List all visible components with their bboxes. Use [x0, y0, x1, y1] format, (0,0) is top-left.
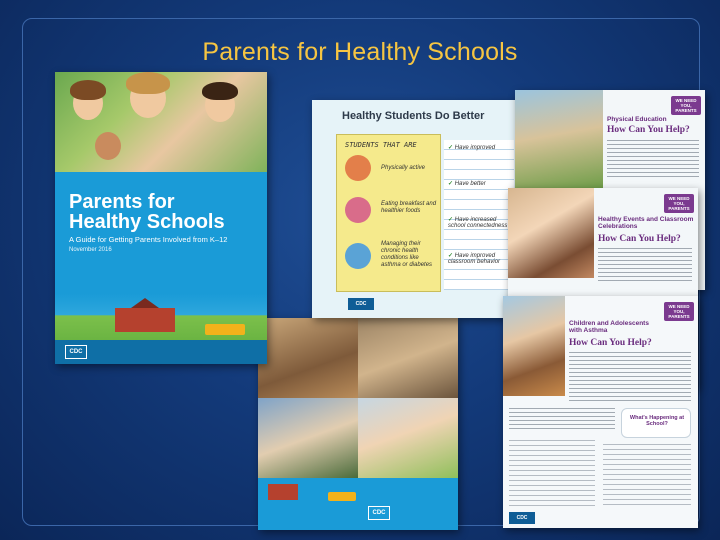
sheet-column-right [603, 444, 691, 506]
inhaler-kid-icon [345, 243, 371, 269]
cover-title-line2: Healthy Schools [69, 211, 225, 233]
panel-item: Managing their chronic health conditions like asthma or diabetes [381, 241, 433, 268]
cover-title [69, 192, 259, 232]
jump-rope-kid-icon [345, 155, 371, 181]
student-face [95, 132, 121, 160]
photo-student-inhaler [503, 296, 565, 396]
photo-playground [515, 90, 603, 190]
check-text: Have improved classroom behavior [448, 253, 501, 265]
guide-front-cover [55, 72, 267, 364]
sheet-heading: Physical Education [607, 116, 667, 123]
asthma-sheet [503, 296, 698, 528]
student-hair [126, 72, 170, 94]
sheet-subheading: How Can You Help? [598, 234, 681, 244]
photo-group-students [508, 188, 594, 278]
callout-title: What's Happening at School? [629, 415, 685, 427]
breakfast-kid-icon [345, 197, 371, 223]
photo-cafeteria [358, 398, 458, 478]
cdc-logo: CDC [348, 298, 374, 310]
check-item [448, 144, 495, 151]
school-bus-icon [328, 492, 356, 501]
back-cover-footer [258, 478, 458, 530]
cover-date: November 2016 [69, 247, 112, 253]
check-icon: ✓ [448, 145, 454, 151]
healthy-students-infographic [312, 100, 517, 318]
sheet-column-left [509, 440, 595, 506]
sheet-subheading: How Can You Help? [569, 338, 652, 348]
notebook-checklist [444, 140, 514, 290]
slide-title: Parents for Healthy Schools [202, 38, 518, 66]
panel-heading: STUDENTS THAT ARE [345, 141, 417, 149]
check-item [448, 216, 514, 229]
sheet-body-text [569, 352, 691, 404]
check-icon: ✓ [448, 181, 454, 187]
cdc-logo: CDC [368, 506, 390, 520]
parents-badge: WE NEED YOU, PARENTS [664, 302, 694, 321]
sheet-body-text [598, 248, 692, 282]
photo-student-football [258, 398, 358, 478]
school-building-icon [115, 308, 175, 332]
cover-subtitle: A Guide for Getting Parents Involved from K–12 [69, 235, 228, 244]
parents-badge: WE NEED YOU, PARENTS [671, 96, 701, 115]
check-text: Have better [454, 181, 486, 187]
sheet-heading: Children and Adolescents with Asthma [569, 320, 649, 334]
photo-classroom [258, 318, 358, 398]
school-roof-icon [131, 298, 159, 308]
sheet-heading: Healthy Events and Classroom Celebrations [598, 216, 694, 230]
check-item [448, 252, 514, 265]
school-building-icon [268, 484, 298, 500]
parents-badge: WE NEED YOU, PARENTS [664, 194, 694, 213]
panel-item: Physically active [381, 165, 426, 171]
student-hair [202, 82, 238, 100]
panel-item: Eating breakfast and healthier foods [381, 201, 437, 214]
check-item [448, 180, 486, 187]
sheet-intro-text [509, 408, 615, 432]
cdc-logo: CDC [65, 345, 87, 359]
check-icon: ✓ [448, 217, 454, 223]
cover-title-line1: Parents for [69, 191, 175, 213]
callout-box [621, 408, 691, 438]
infographic-title: Healthy Students Do Better [342, 110, 485, 122]
cover-footer [55, 340, 267, 364]
students-panel [336, 134, 441, 292]
check-text: Have increased school connectedness [448, 217, 508, 229]
photo-basketball [358, 318, 458, 398]
guide-back-cover [258, 318, 458, 530]
student-hair [70, 80, 106, 100]
sheet-subheading: How Can You Help? [607, 125, 690, 135]
cover-photo-students [55, 72, 267, 172]
check-text: Have improved [454, 145, 496, 151]
cdc-logo: CDC [509, 512, 535, 524]
school-bus-icon [205, 324, 245, 335]
check-icon: ✓ [448, 253, 454, 259]
sheet-body-text [607, 140, 699, 180]
